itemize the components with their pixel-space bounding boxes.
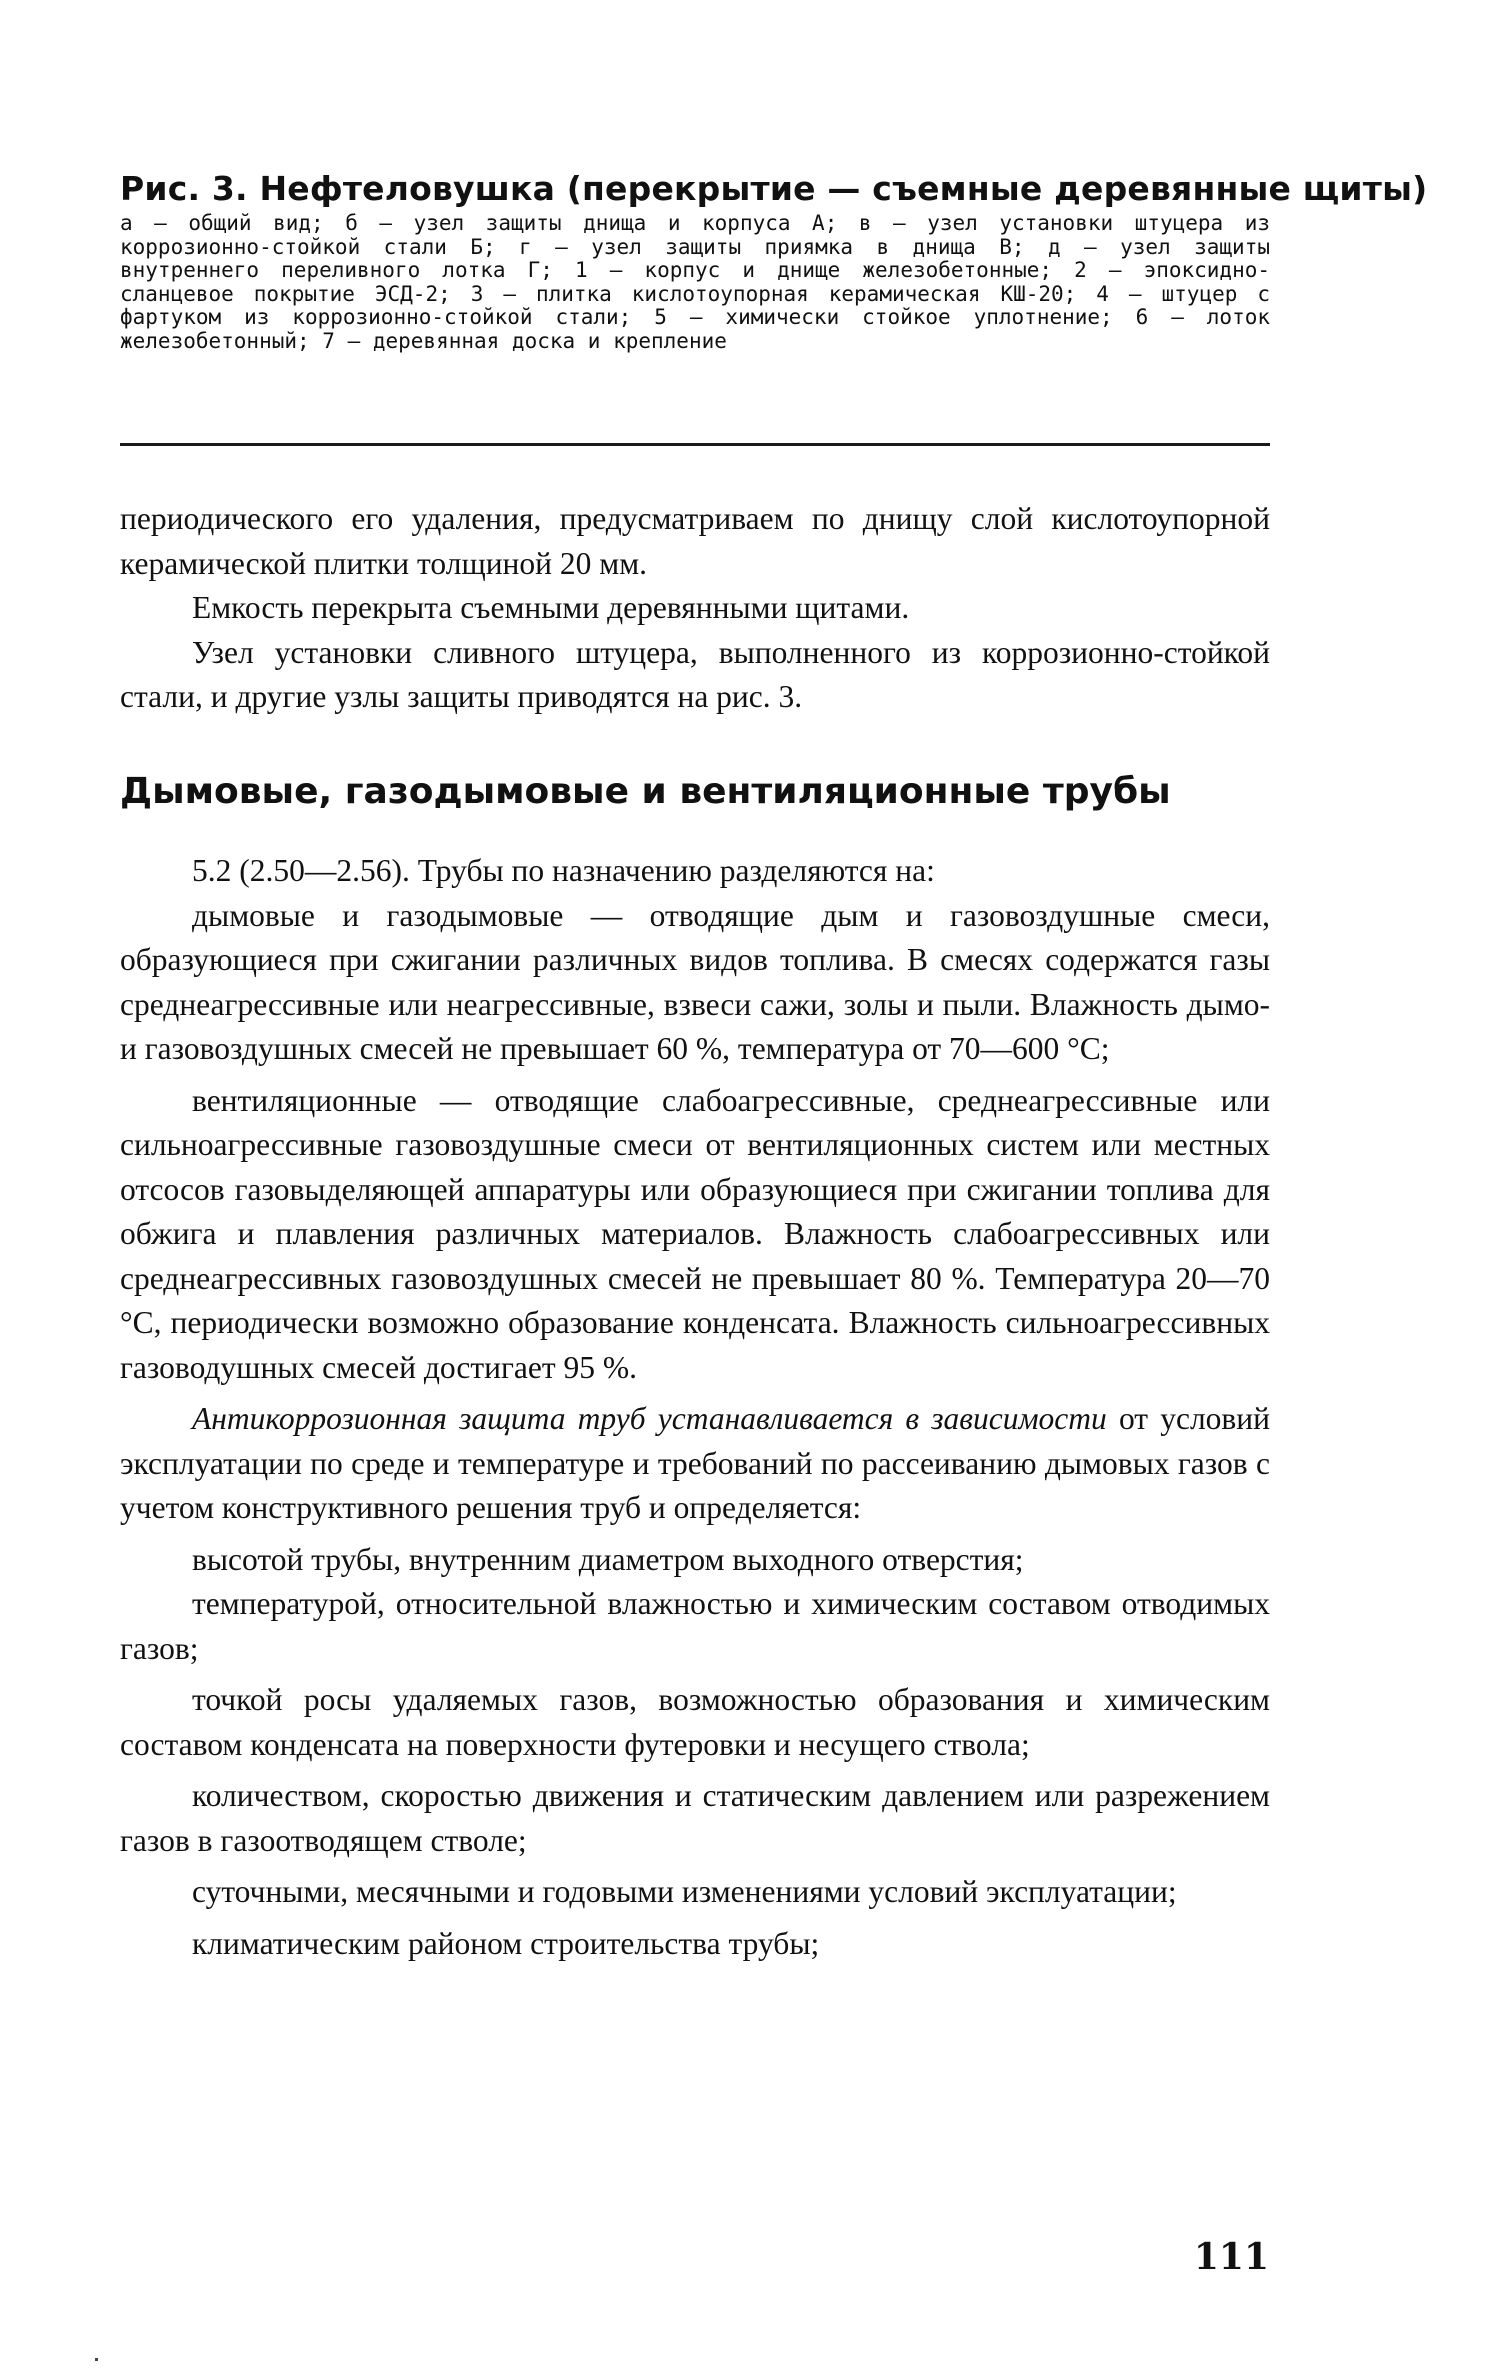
list-paragraph: температурой, относительной влажностью и химическим составом отводимых газов; — [120, 1586, 1270, 1666]
paragraph: 5.2 (2.50—2.56). Трубы по назначению разделяются на: — [192, 853, 935, 888]
paragraph: Узел установки сливного штуцера, выполненного из коррозионно-стойкой стали, и другие узлы защиты приводятся на рис. 3. — [120, 634, 1270, 714]
horizontal-divider — [120, 443, 1270, 446]
figure-caption-title: Рис. 3. Нефтеловушка (перекрытие — съемные деревянные щиты) — [120, 169, 1428, 208]
text-section-1 — [120, 497, 1270, 720]
paragraph: Емкость перекрыта съемными деревянными щитами. — [192, 590, 910, 625]
list-paragraph: количеством, скоростью движения и статическим давлением или разрежением газов в газоотводящем стволе; — [120, 1778, 1270, 1858]
paragraph-continuation: от условий эксплуатации по среде и температуре и требований по рассеиванию дымовых газов с учетом конструктивного решения труб и определяется: — [120, 1401, 1270, 1525]
paragraph: периодического его удаления, предусматриваем по днищу слой кислотоупорной керамической плитки толщиной 20 мм. — [120, 501, 1270, 581]
figure-caption-legend: а — общий вид; б — узел защиты днища и корпуса А; в — узел установки штуцера из коррозионно-стойкой стали Б; г — узел защиты приямка в днища В; д — узел защиты внутреннего переливного лотка Г; 1 — корпус и днище железобетонные; 2 — эпоксидно-сланцевое покрытие ЭСД-2; 3 — плитка кислотоупорная керамическая КШ-20; 4 — штуцер с фартуком из коррозионно-стойкой стали; 5 — химически стойкое уплотнение; 6 — лоток железобетонный; 7 — деревянная доска и крепление — [120, 211, 1270, 353]
paragraph: вентиляционные — отводящие слабоагрессивные, среднеагрессивные или сильноагрессивные газовоздушные смеси от вентиляционных систем или местных отсосов газовыделяющей аппаратуры или образующиеся при сжигании топлива для обжига и плавления различных материалов. Влажность слабоагрессивных или среднеагрессивных газовоздушных смесей не превышает 80 %. Температура 20—70 °С, периодически возможно образование конденсата. Влажность сильноагрессивных газоводушных смесей достигает 95 %. — [120, 1082, 1270, 1385]
list-paragraph: суточными, месячными и годовыми изменениями условий эксплуатации; — [192, 1874, 1177, 1909]
text-section-2 — [120, 849, 1270, 1966]
page-number: 111 — [1193, 2236, 1269, 2278]
list-paragraph: высотой трубы, внутренним диаметром выходного отверстия; — [192, 1541, 1024, 1577]
paragraph: дымовые и газодымовые — отводящие дым и газовоздушные смеси, образующиеся при сжигании различных видов топлива. В смесях содержатся газы среднеагрессивные или неагрессивные, взвеси сажи, золы и пыли. Влажность дымо- и газовоздушных смесей не превышает 60 %, температура от 70—600 °С; — [120, 897, 1270, 1066]
figure-caption — [120, 169, 1428, 353]
list-paragraph: климатическим районом строительства трубы; — [192, 1925, 820, 1961]
paragraph — [120, 1397, 1270, 1531]
list-paragraph: точкой росы удаляемых газов, возможностью образования и химическим составом конденсата на поверхности футеровки и несущего ствола; — [120, 1682, 1270, 1762]
scan-speck — [95, 2358, 98, 2361]
section-heading: Дымовые, газодымовые и вентиляционные трубы — [120, 771, 1171, 812]
italic-phrase: Антикоррозионная защита труб устанавливается в зависимости — [192, 1401, 1107, 1436]
